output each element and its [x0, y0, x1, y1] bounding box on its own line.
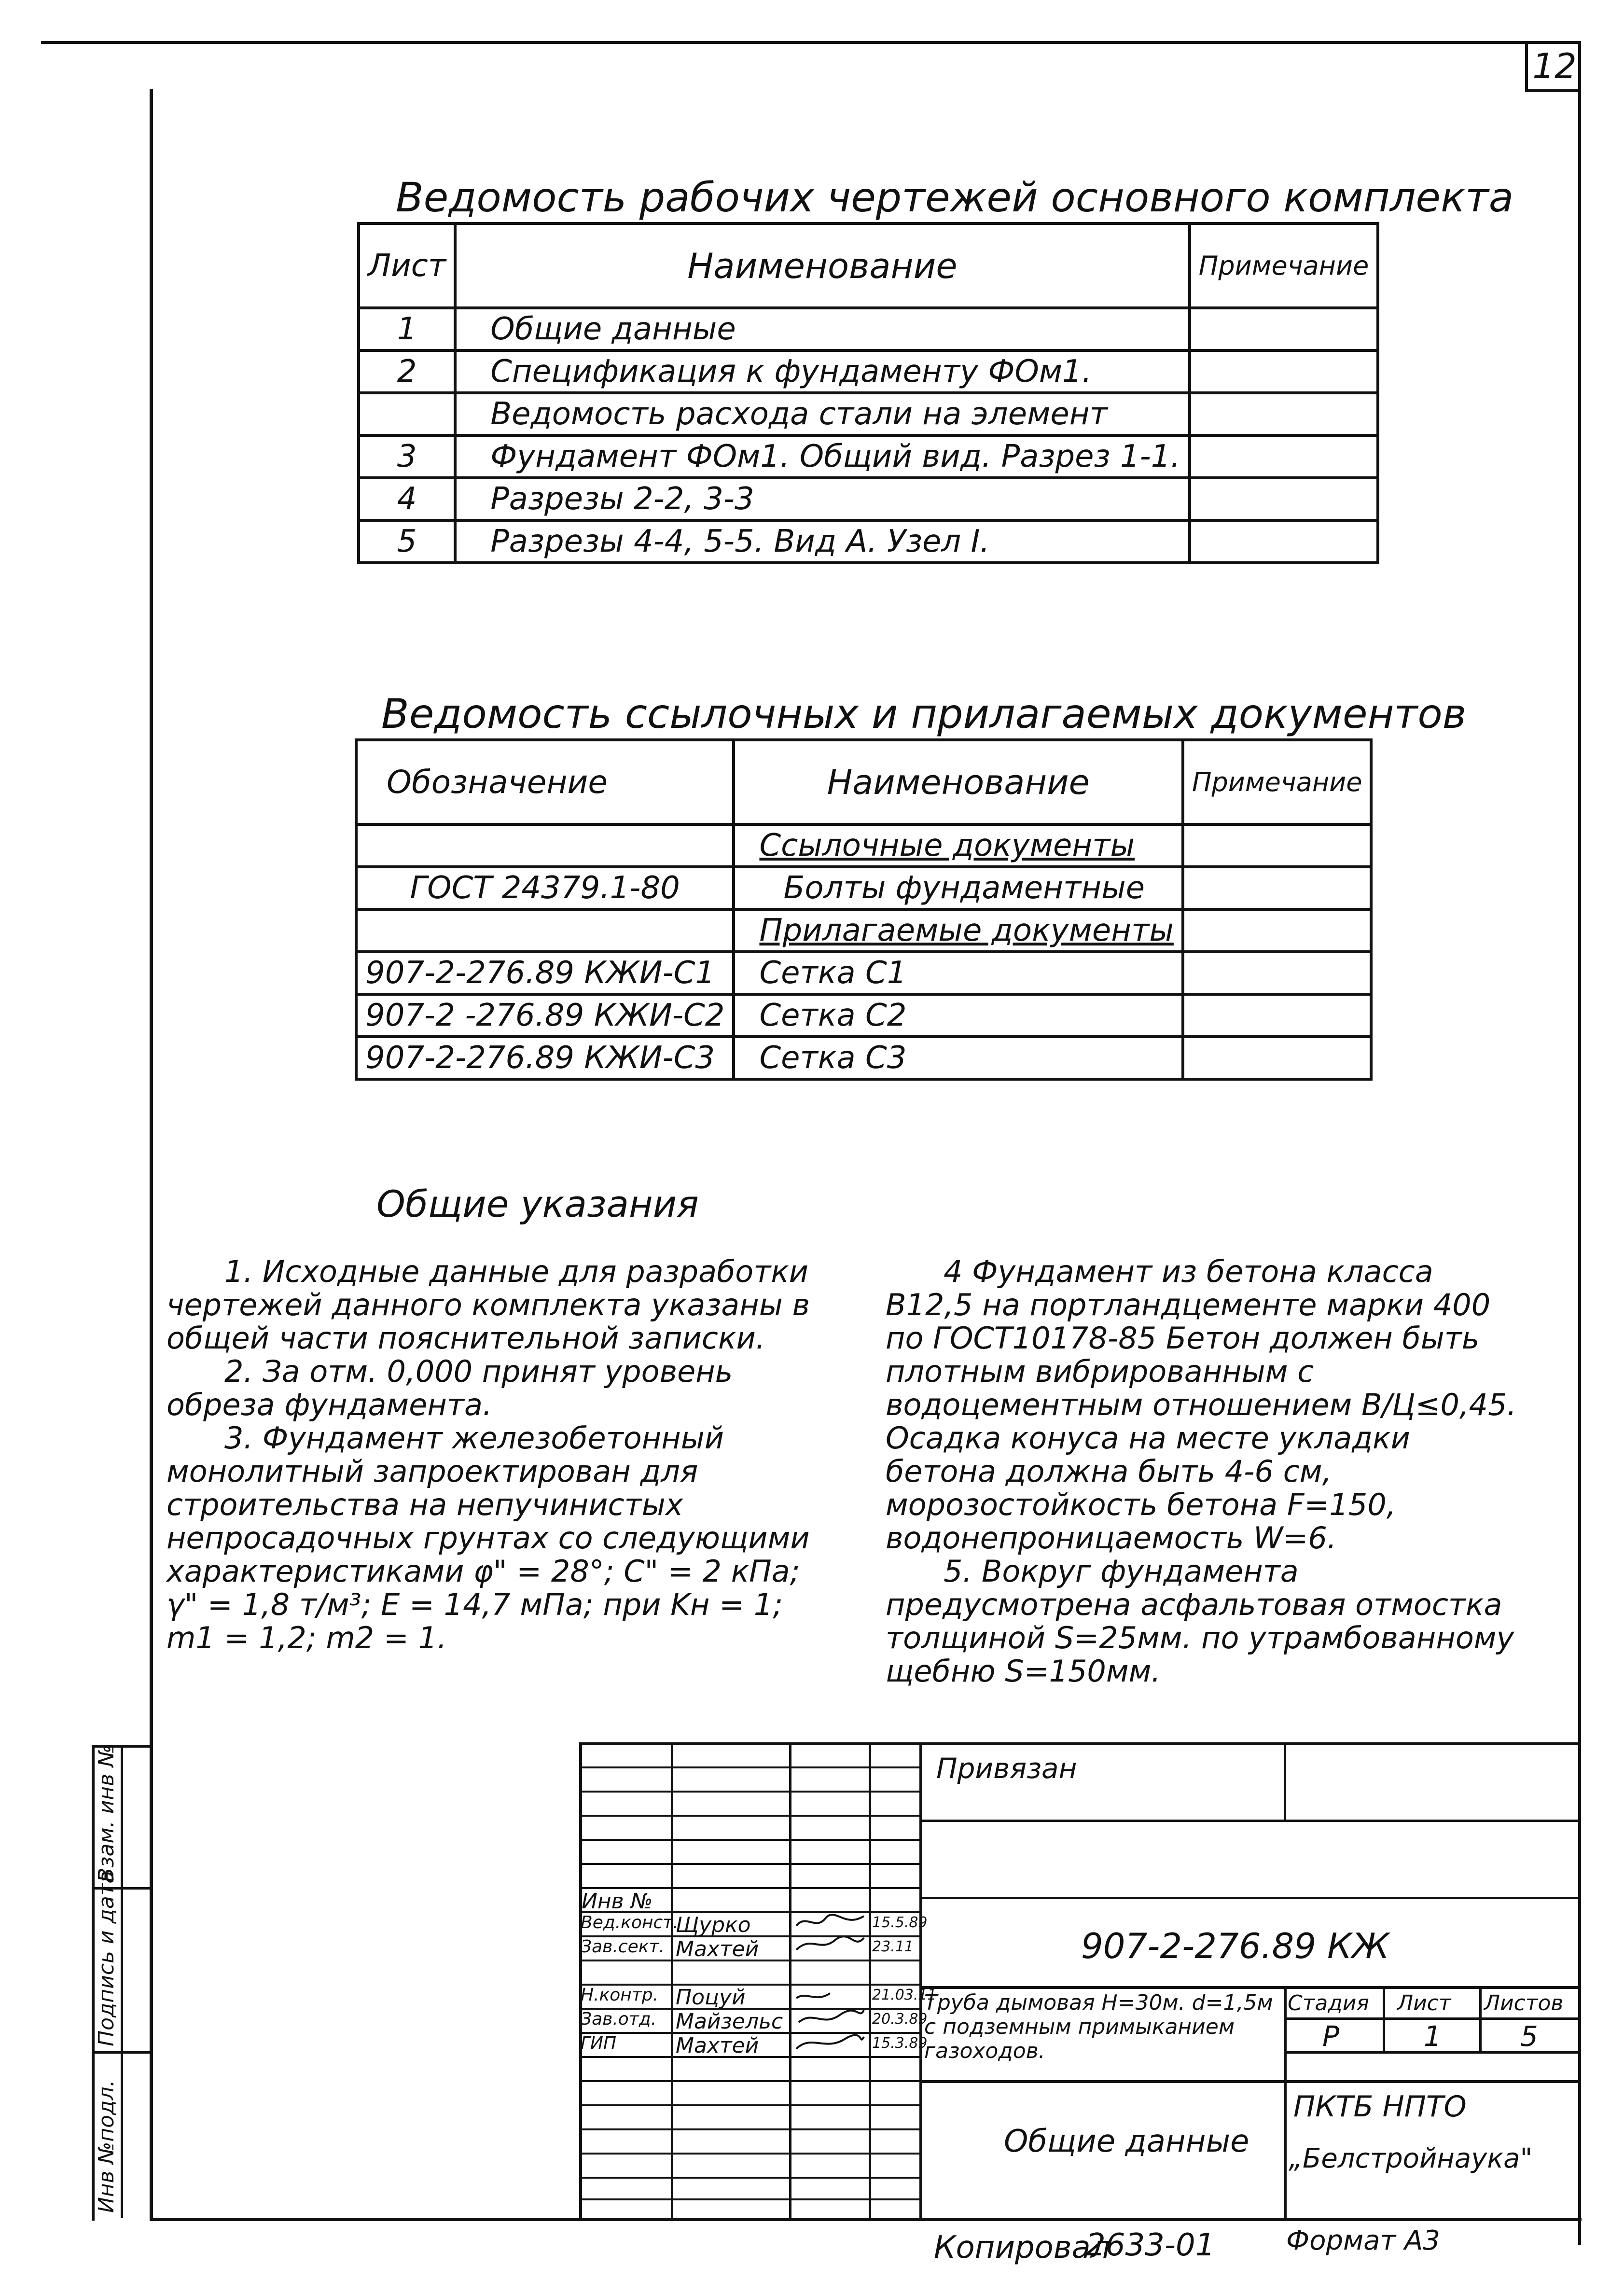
cell-code — [356, 909, 734, 952]
sheets-label: Листов — [1484, 1991, 1564, 2016]
role-label: Н.контр. — [581, 1985, 659, 2005]
col-header-name: Наименование — [455, 223, 1190, 308]
table-row — [359, 478, 1378, 520]
table-row — [356, 824, 1371, 867]
working-drawings-title: Ведомость рабочих чертежей основного комплекта — [396, 174, 1514, 221]
cell-note — [1190, 308, 1378, 350]
col-header-name: Наименование — [734, 740, 1182, 824]
doc-code: 907-2-276.89 КЖ — [1081, 1926, 1389, 1966]
cell-name: Спецификация к фундаменту ФОм1. — [455, 350, 1190, 393]
role-name: Махтей — [676, 2033, 759, 2058]
cell-name: Прилагаемые документы — [734, 909, 1182, 952]
cell-note — [1183, 994, 1372, 1037]
role-label: Зав.отд. — [581, 2009, 657, 2029]
cell-note — [1190, 435, 1378, 478]
cell-sheet — [359, 393, 455, 435]
cell-note — [1190, 350, 1378, 393]
cell-sheet: 3 — [359, 435, 455, 478]
org-name-1: ПКТБ НПТО — [1293, 2090, 1467, 2124]
cell-name: Ссылочные документы — [734, 824, 1182, 867]
cell-sheet: 1 — [359, 308, 455, 350]
copied-label: Копировал — [934, 2230, 1110, 2266]
table-row — [356, 867, 1371, 909]
table-row — [356, 952, 1371, 994]
side-label-vzam-inv: Взам. инв № — [94, 1745, 119, 1882]
cell-name: Ведомость расхода стали на элемент — [455, 393, 1190, 435]
cell-code: 907-2-276.89 КЖИ-С1 — [356, 952, 734, 994]
cell-note — [1190, 393, 1378, 435]
table-row — [359, 308, 1378, 350]
org-name-2: „Белстройнаука" — [1289, 2143, 1533, 2174]
cell-sheet: 4 — [359, 478, 455, 520]
cell-note — [1190, 478, 1378, 520]
role-name: Махтей — [676, 1937, 759, 1961]
role-date: 21.03.11 — [872, 1987, 937, 2003]
role-label: Вед.конст. — [581, 1913, 679, 1932]
note-2: 2. За отм. 0,000 принят уровень обреза фундамента. — [167, 1354, 733, 1422]
sheets-value: 5 — [1520, 2020, 1538, 2053]
table-row — [356, 1037, 1371, 1079]
table-row — [356, 994, 1371, 1037]
table-row — [359, 350, 1378, 393]
table-row — [359, 435, 1378, 478]
page-number: 12 — [1525, 43, 1581, 92]
role-date: 23.11 — [872, 1938, 914, 1955]
general-notes-right — [886, 1255, 1527, 1688]
table-row — [356, 909, 1371, 952]
side-label-sign-date: Подпись и дата — [94, 1870, 119, 2046]
sheet-value: 1 — [1424, 2020, 1442, 2053]
cell-name: Сетка С3 — [734, 1037, 1182, 1079]
sheet-label: Лист — [1397, 1991, 1451, 2016]
cell-note — [1183, 952, 1372, 994]
role-name: Щурко — [676, 1913, 751, 1937]
col-header-sheet: Лист — [359, 223, 455, 308]
referenced-docs-table — [355, 738, 1373, 1081]
table-row — [359, 520, 1378, 563]
role-date: 15.3.89 — [872, 2035, 928, 2052]
cell-code: ГОСТ 24379.1-80 — [356, 867, 734, 909]
cell-name: Болты фундаментные — [734, 867, 1182, 909]
role-name: Поцуй — [676, 1985, 746, 2010]
object-name: Труба дымовая Н=30м. d=1,5м с подземным примыканием газоходов. — [924, 1990, 1273, 2063]
working-drawings-table — [357, 222, 1379, 564]
note-3: 3. Фундамент железобетонный монолитный запроектирован для строительства на непучинистых непросадочных грунтах со следующими характеристиками φ" = 28°; C" = 2 кПа; γ" = 1,8 т/м³; E = 14,7 мПа; при Kн = 1; m1 = 1,2; m2 = 1. — [167, 1420, 810, 1655]
table-header-row — [356, 740, 1371, 824]
privyazan-label: Привязан — [936, 1752, 1077, 1785]
role-name: Майзельс — [676, 2009, 783, 2034]
cell-name: Сетка С1 — [734, 952, 1182, 994]
col-header-note: Примечание — [1183, 740, 1372, 824]
cell-name: Общие данные — [455, 308, 1190, 350]
table-header-row — [359, 223, 1378, 308]
cell-code: 907-2-276.89 КЖИ-С3 — [356, 1037, 734, 1079]
role-date: 15.5.89 — [872, 1914, 928, 1931]
col-header-code: Обозначение — [356, 740, 734, 824]
inv-no-label: Инв № — [582, 1889, 653, 1914]
cell-name: Разрезы 2-2, 3-3 — [455, 478, 1190, 520]
cell-name: Сетка С2 — [734, 994, 1182, 1037]
cell-note — [1190, 520, 1378, 563]
table-row — [359, 393, 1378, 435]
cell-note — [1183, 1037, 1372, 1079]
sheet-title: Общие данные — [1004, 2124, 1249, 2159]
referenced-docs-title: Ведомость ссылочных и прилагаемых документов — [381, 690, 1467, 737]
cell-note — [1183, 824, 1372, 867]
stage-label: Стадия — [1288, 1991, 1369, 2016]
format-label: Формат А3 — [1286, 2225, 1440, 2256]
cell-code: 907-2 -276.89 КЖИ-С2 — [356, 994, 734, 1037]
cell-name: Фундамент ФОм1. Общий вид. Разрез 1-1. — [455, 435, 1190, 478]
cell-note — [1183, 909, 1372, 952]
note-4: 4 Фундамент из бетона класса В12,5 на портландцементе марки 400 по ГОСТ10178-85 Бетон должен быть плотным вибрированным с водоцементным отношением В/Ц≤0,45. Осадка конуса на месте укладки бетона должна быть 4-6 см, морозостойкость бетона F=150, водонепроницаемость W=6. — [886, 1254, 1517, 1556]
cell-name: Разрезы 4-4, 5-5. Вид А. Узел I. — [455, 520, 1190, 563]
role-label: Зав.сект. — [581, 1937, 665, 1957]
cell-note — [1183, 867, 1372, 909]
side-label-inv-orig: Инв №подл. — [94, 2080, 119, 2213]
cell-sheet: 2 — [359, 350, 455, 393]
role-label: ГИП — [581, 2033, 617, 2053]
signatures — [791, 1911, 869, 2056]
col-header-note: Примечание — [1190, 223, 1378, 308]
cell-sheet: 5 — [359, 520, 455, 563]
note-5: 5. Вокруг фундамента предусмотрена асфальтовая отмостка толщиной S=25мм. по утрамбованному щебню S=150мм. — [886, 1554, 1514, 1689]
role-date: 20.3.89 — [872, 2011, 928, 2028]
cell-code — [356, 824, 734, 867]
copy-number: 2633-01 — [1086, 2227, 1215, 2263]
general-notes-title: Общие указания — [376, 1182, 699, 1225]
general-notes-left — [167, 1255, 818, 1654]
note-1: 1. Исходные данные для разработки чертежей данного комплекта указаны в общей части пояснительной записки. — [167, 1254, 810, 1356]
stage-value: Р — [1322, 2020, 1339, 2053]
